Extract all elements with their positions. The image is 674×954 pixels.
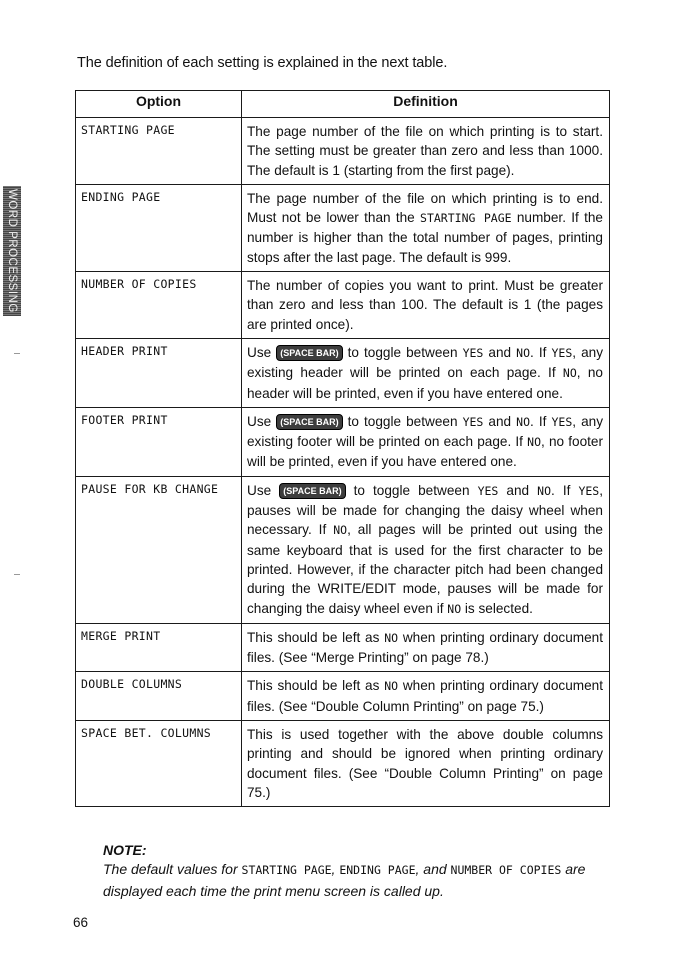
text-run: to toggle between [342,344,463,360]
text-run: . If [551,482,579,498]
margin-mark [14,574,20,575]
text-run: The default values for [103,861,242,877]
setting-value: STARTING PAGE [420,211,512,226]
option-name: FOOTER PRINT [76,407,242,476]
text-run: , all pages will be printed out using the same keyboard that is used for the first character to be printed. However, if the character pitch had been changed during the WRITE/EDIT mode, pauses will be made for changing the daisy wheel even if [247,522,603,616]
option-definition [242,338,610,407]
option-name: HEADER PRINT [76,338,242,407]
text-run: is selected. [461,600,533,616]
setting-value: NO [562,366,577,381]
text-run: Use [247,413,277,429]
option-definition [242,272,610,339]
setting-value: STARTING PAGE [241,863,332,877]
text-run: and [498,482,538,498]
text-run: to toggle between [345,482,478,498]
option-definition [242,672,610,721]
table-row [76,272,610,339]
space-bar-key: (SPACE BAR) [276,345,342,361]
table-row [76,118,610,185]
setting-value: NO [516,414,531,429]
margin-mark [14,353,20,354]
setting-value: NO [384,679,399,694]
settings-table [75,90,610,807]
option-name: DOUBLE COLUMNS [76,672,242,721]
text-run: number. If the number is higher than the total number of pages, printing stops after the last page. The default is 999. [247,210,603,265]
setting-value: YES [578,483,600,498]
text-run: The page number of the file on which printing is to end. Must not be lower than the [247,190,603,226]
setting-value: NO [527,435,541,450]
option-definition [242,118,610,185]
option-name: NUMBER OF COPIES [76,272,242,339]
setting-value: ENDING PAGE [339,863,416,877]
table-header-row [76,91,610,118]
option-name: ENDING PAGE [76,184,242,271]
text-run: Use [247,344,277,360]
text-run: , and [415,861,451,877]
setting-value: YES [462,414,484,429]
space-bar-key: (SPACE BAR) [279,483,345,499]
option-definition [242,721,610,807]
text-run: , any existing header will be printed on each page. If [247,344,603,381]
table-row [76,623,610,672]
text-run: and [483,344,517,360]
text-run: The page number of the file on which printing is to start. The setting must be greater than zero and less than 1000. The default is 1 (starting from the first page). [247,124,603,178]
text-run: , [331,861,340,877]
setting-value: YES [551,345,573,360]
text-run: . If [530,413,552,429]
section-side-tab [3,186,21,316]
text-run: , pauses will be made for changing the daisy wheel when necessary. If [247,482,603,538]
table-row [76,721,610,807]
option-definition [242,623,610,672]
option-name: PAUSE FOR KB CHANGE [76,476,242,623]
option-column-header: Option [76,91,242,118]
option-name: STARTING PAGE [76,118,242,185]
text-run: This is used together with the above double columns printing and should be ignored when printing ordinary document files. (See “Double Column Printing” on page 75.) [247,727,603,800]
text-run: Use [247,482,280,498]
text-run: are displayed each time the print menu screen is called up. [103,861,586,899]
side-tab-label: WORD PROCESSING [6,189,18,313]
table-row [76,672,610,721]
table-row [76,184,610,271]
text-run: This should be left as [247,678,385,694]
note-block [103,842,633,902]
option-definition [242,407,610,476]
setting-value: YES [462,345,484,360]
text-run: , any existing footer will be printed on each page. If [247,413,603,450]
setting-value: NO [537,483,551,498]
text-run: when printing ordinary document files. (See “Merge Printing” on page 78.) [247,629,604,666]
setting-value: NO [333,523,348,538]
note-text [103,859,633,902]
table-row [76,338,610,407]
text-run: to toggle between [342,413,463,429]
note-title: NOTE: [103,842,147,858]
option-definition [242,476,610,623]
definition-column-header: Definition [242,91,610,118]
text-run: and [483,413,517,429]
table-row [76,407,610,476]
table-row [76,476,610,623]
page-number: 66 [73,915,89,930]
space-bar-key: (SPACE BAR) [276,414,342,430]
setting-value: NO [447,601,462,616]
option-name: MERGE PRINT [76,623,242,672]
option-definition [242,184,610,271]
text-run: . If [530,344,552,360]
setting-value: YES [477,483,499,498]
setting-value: YES [551,414,573,429]
option-name: SPACE BET. COLUMNS [76,721,242,807]
setting-value: NUMBER OF COPIES [450,863,562,877]
intro-text: The definition of each setting is explained in the next table. [77,55,448,71]
text-run: when printing ordinary document files. (See “Double Column Printing” on page 75.) [247,678,604,714]
text-run: This should be left as [247,629,385,645]
text-run: The number of copies you want to print. Must be greater than zero and less than 100. The default is 1 (the pages are printed once). [247,278,603,332]
text-run: , no header will be printed, even if you have entered one. [247,365,603,401]
text-run: , no footer will be printed, even if you have entered one. [247,434,604,470]
setting-value: NO [384,630,399,645]
setting-value: NO [516,345,531,360]
